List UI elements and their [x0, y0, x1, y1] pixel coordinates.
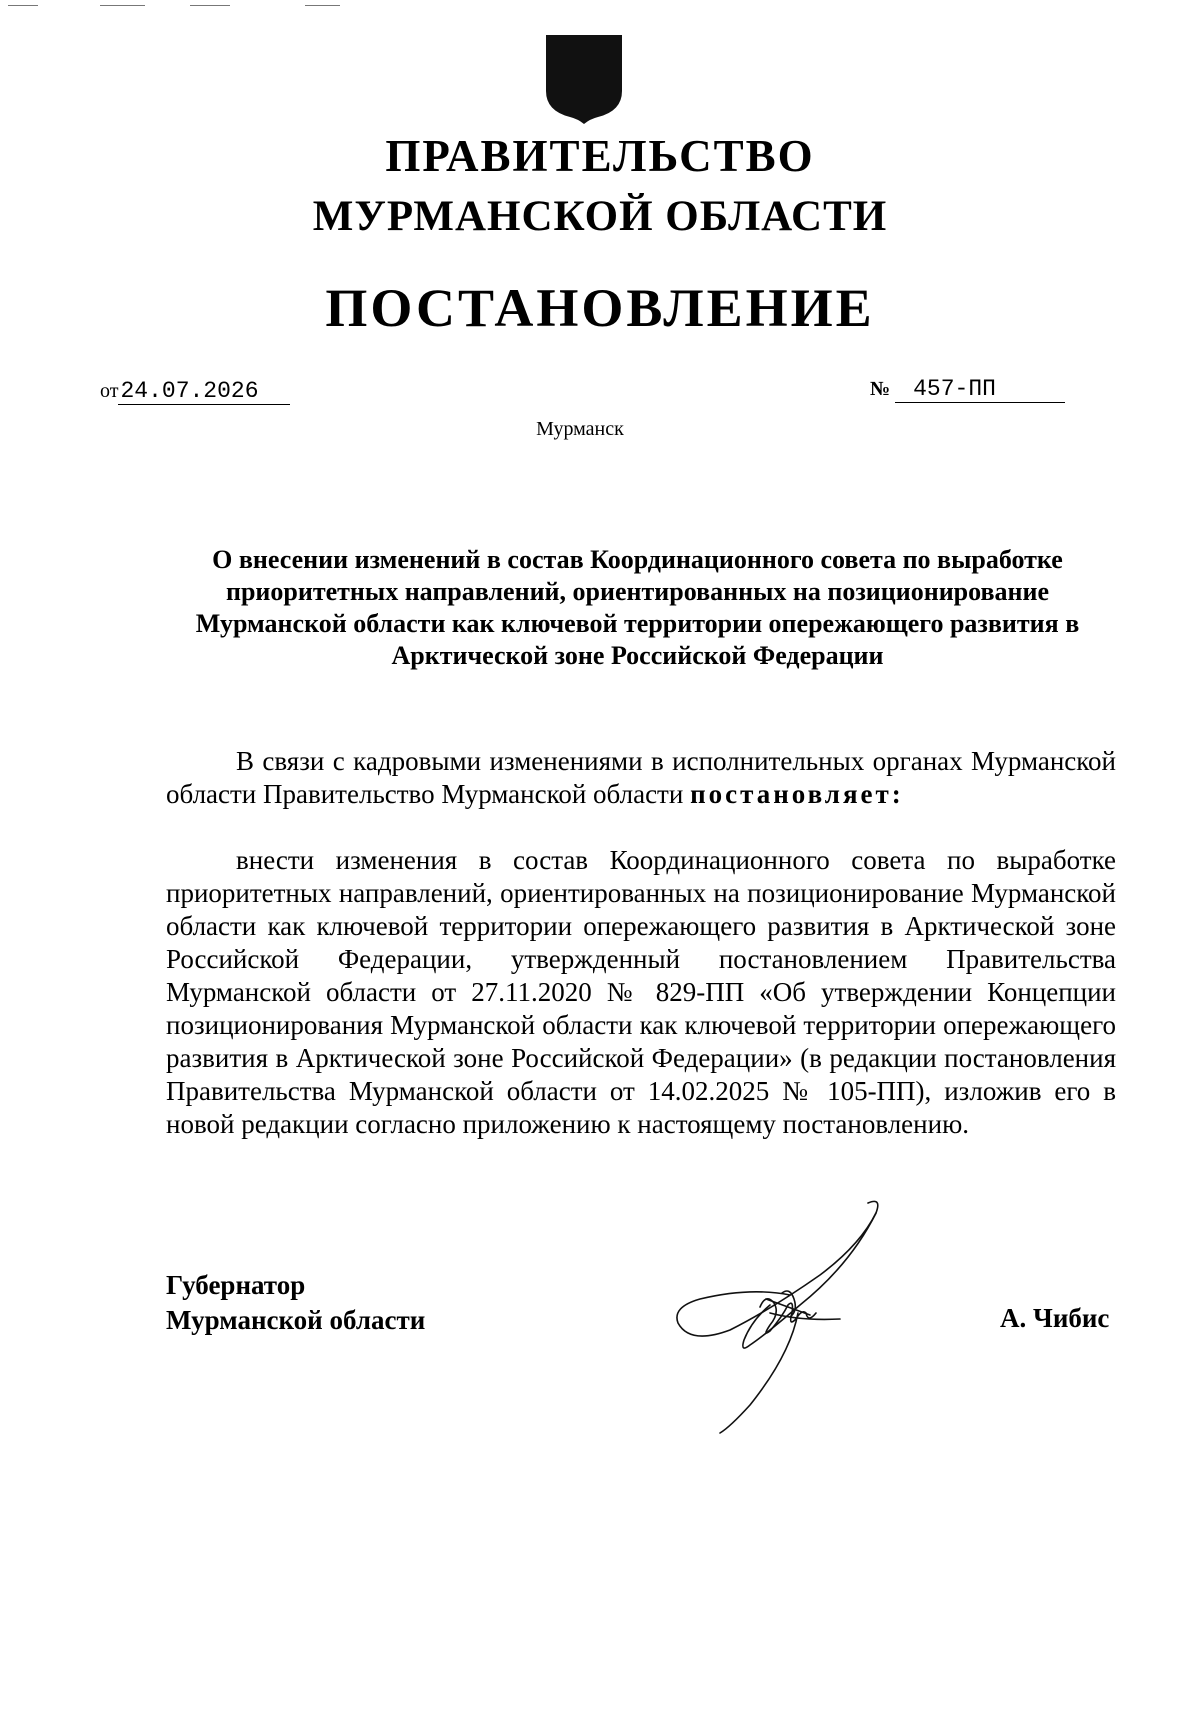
resolves-keyword: постановляет: [690, 779, 904, 809]
coat-of-arms-icon [544, 33, 624, 125]
scan-mark [100, 5, 145, 6]
document-number [870, 376, 1065, 403]
signer-position-line2: Мурманской области [166, 1305, 426, 1335]
signer-position-line1: Губернатор [166, 1270, 306, 1300]
signer-position [166, 1268, 425, 1338]
body-paragraph-preamble [166, 745, 1116, 811]
date-prefix: от [100, 380, 119, 402]
scan-mark [305, 5, 340, 6]
signature-image [670, 1195, 890, 1435]
scan-mark [190, 5, 230, 6]
document-type-title: ПОСТАНОВЛЕНИЕ [325, 278, 875, 338]
document-city: Мурманск [536, 418, 624, 440]
signer-name: А. Чибис [1000, 1303, 1110, 1333]
number-value: 457-ПП [895, 376, 1065, 403]
preamble-text: В связи с кадровыми изменениями в исполнительных органах Мурманской области Правительство Мурманской области [166, 746, 1116, 809]
scan-mark [8, 5, 38, 6]
government-title-line2: МУРМАНСКОЙ ОБЛАСТИ [312, 193, 888, 240]
document-subject: О внесении изменений в состав Координационного совета по выработке приоритетных направлений, ориентированных на позиционирование Мурманской области как ключевой территории опережающего развития в Арктической зоне Российской Федерации [195, 545, 1080, 670]
government-title-line1: ПРАВИТЕЛЬСТВО [385, 131, 815, 181]
document-date [100, 378, 290, 405]
number-prefix: № [870, 378, 891, 400]
body-paragraph-resolution: внести изменения в состав Координационного совета по выработке приоритетных направлений, ориентированных на позиционирование Мурманской области как ключевой территории опережающего развития в Арктической зоне Российской Федерации, утвержденный постановлением Правительства Мурманской области от 27.11.2020 № 829-ПП «Об утверждении Концепции позиционирования Мурманской области как ключевой территории опережающего развития в Арктической зоне Российской Федерации» (в редакции постановления Правительства Мурманской области от 14.02.2025 № 105-ПП), изложив его в новой редакции согласно приложению к настоящему постановлению. [166, 845, 1116, 1139]
date-value: 24.07.2026 [118, 378, 290, 405]
